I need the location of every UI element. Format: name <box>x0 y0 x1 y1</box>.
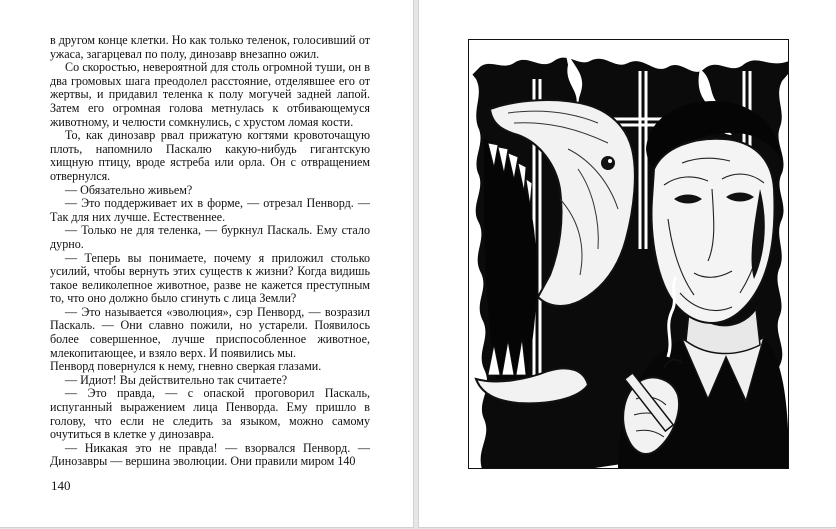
paragraph: — Это поддерживает их в форме, — отрезал Пенворд. — Так для них лучше. Естественнее. <box>50 196 370 224</box>
body-text <box>50 34 370 469</box>
paragraph: в другом конце клетки. Но как только теленок, голосивший от ужаса, загарцевал по полу, динозавр внезапно ожил. <box>50 33 370 61</box>
paragraph: Пенворд повернулся к нему, гневно сверкая глазами. <box>50 359 322 374</box>
paragraph: — Это называется «эволюция», сэр Пенворд, — возразил Паскаль. — Они славно пожили, но устарели. Появилось более совершенное, лучше приспособленное животное, млекопитающее, и взяло верх. И появились мы. <box>50 304 370 360</box>
illustration-drawing <box>468 39 789 469</box>
paragraph: — Теперь вы понимаете, почему я приложил столько усилий, чтобы вернуть этих существ к жизни? Когда видишь такое великолепное животное, разве не кажется преступным то, что оно должно было сгинуть с лица Земли? <box>50 250 370 306</box>
illustration <box>468 39 789 469</box>
paragraph: То, как динозавр рвал прижатую когтями кровоточащую плоть, напомнило Паскалю какую-нибудь гигантскую хищную птицу, вроде ястреба или орла. Он с отвращением отвернулся. <box>50 128 370 183</box>
left-page <box>0 0 413 527</box>
page-number: 140 <box>51 478 71 493</box>
paragraph: — Это правда, — с опаской проговорил Паскаль, испуганный выражением лица Пенворда. Ему пришло в голову, что если не следить за языком, можно самому очутиться в клетке у динозавра. <box>50 386 370 442</box>
dinosaur-eye <box>601 156 615 170</box>
paragraph: — Только не для теленка, — буркнул Паскаль. Ему стало дурно. <box>50 223 370 251</box>
paragraph: — Никакая это не правда! — взорвался Пенворд. — Динозавры — вершина эволюции. Они правили миром 140 <box>50 440 370 469</box>
paragraph: — Обязательно живьем? <box>65 182 193 197</box>
right-page <box>419 0 836 527</box>
paragraph: Со скоростью, невероятной для столь огромной туши, он в два громовых шага преодолел расстояние, отделявшее его от жертвы, и придавил теленка к полу могучей задней лапой. Затем его огромная голова метнулась к отбивающемуся животному, и челюсти сомкнулись, с хрустом ломая кости. <box>50 60 370 129</box>
paragraph: — Идиот! Вы действительно так считаете? <box>65 372 288 387</box>
